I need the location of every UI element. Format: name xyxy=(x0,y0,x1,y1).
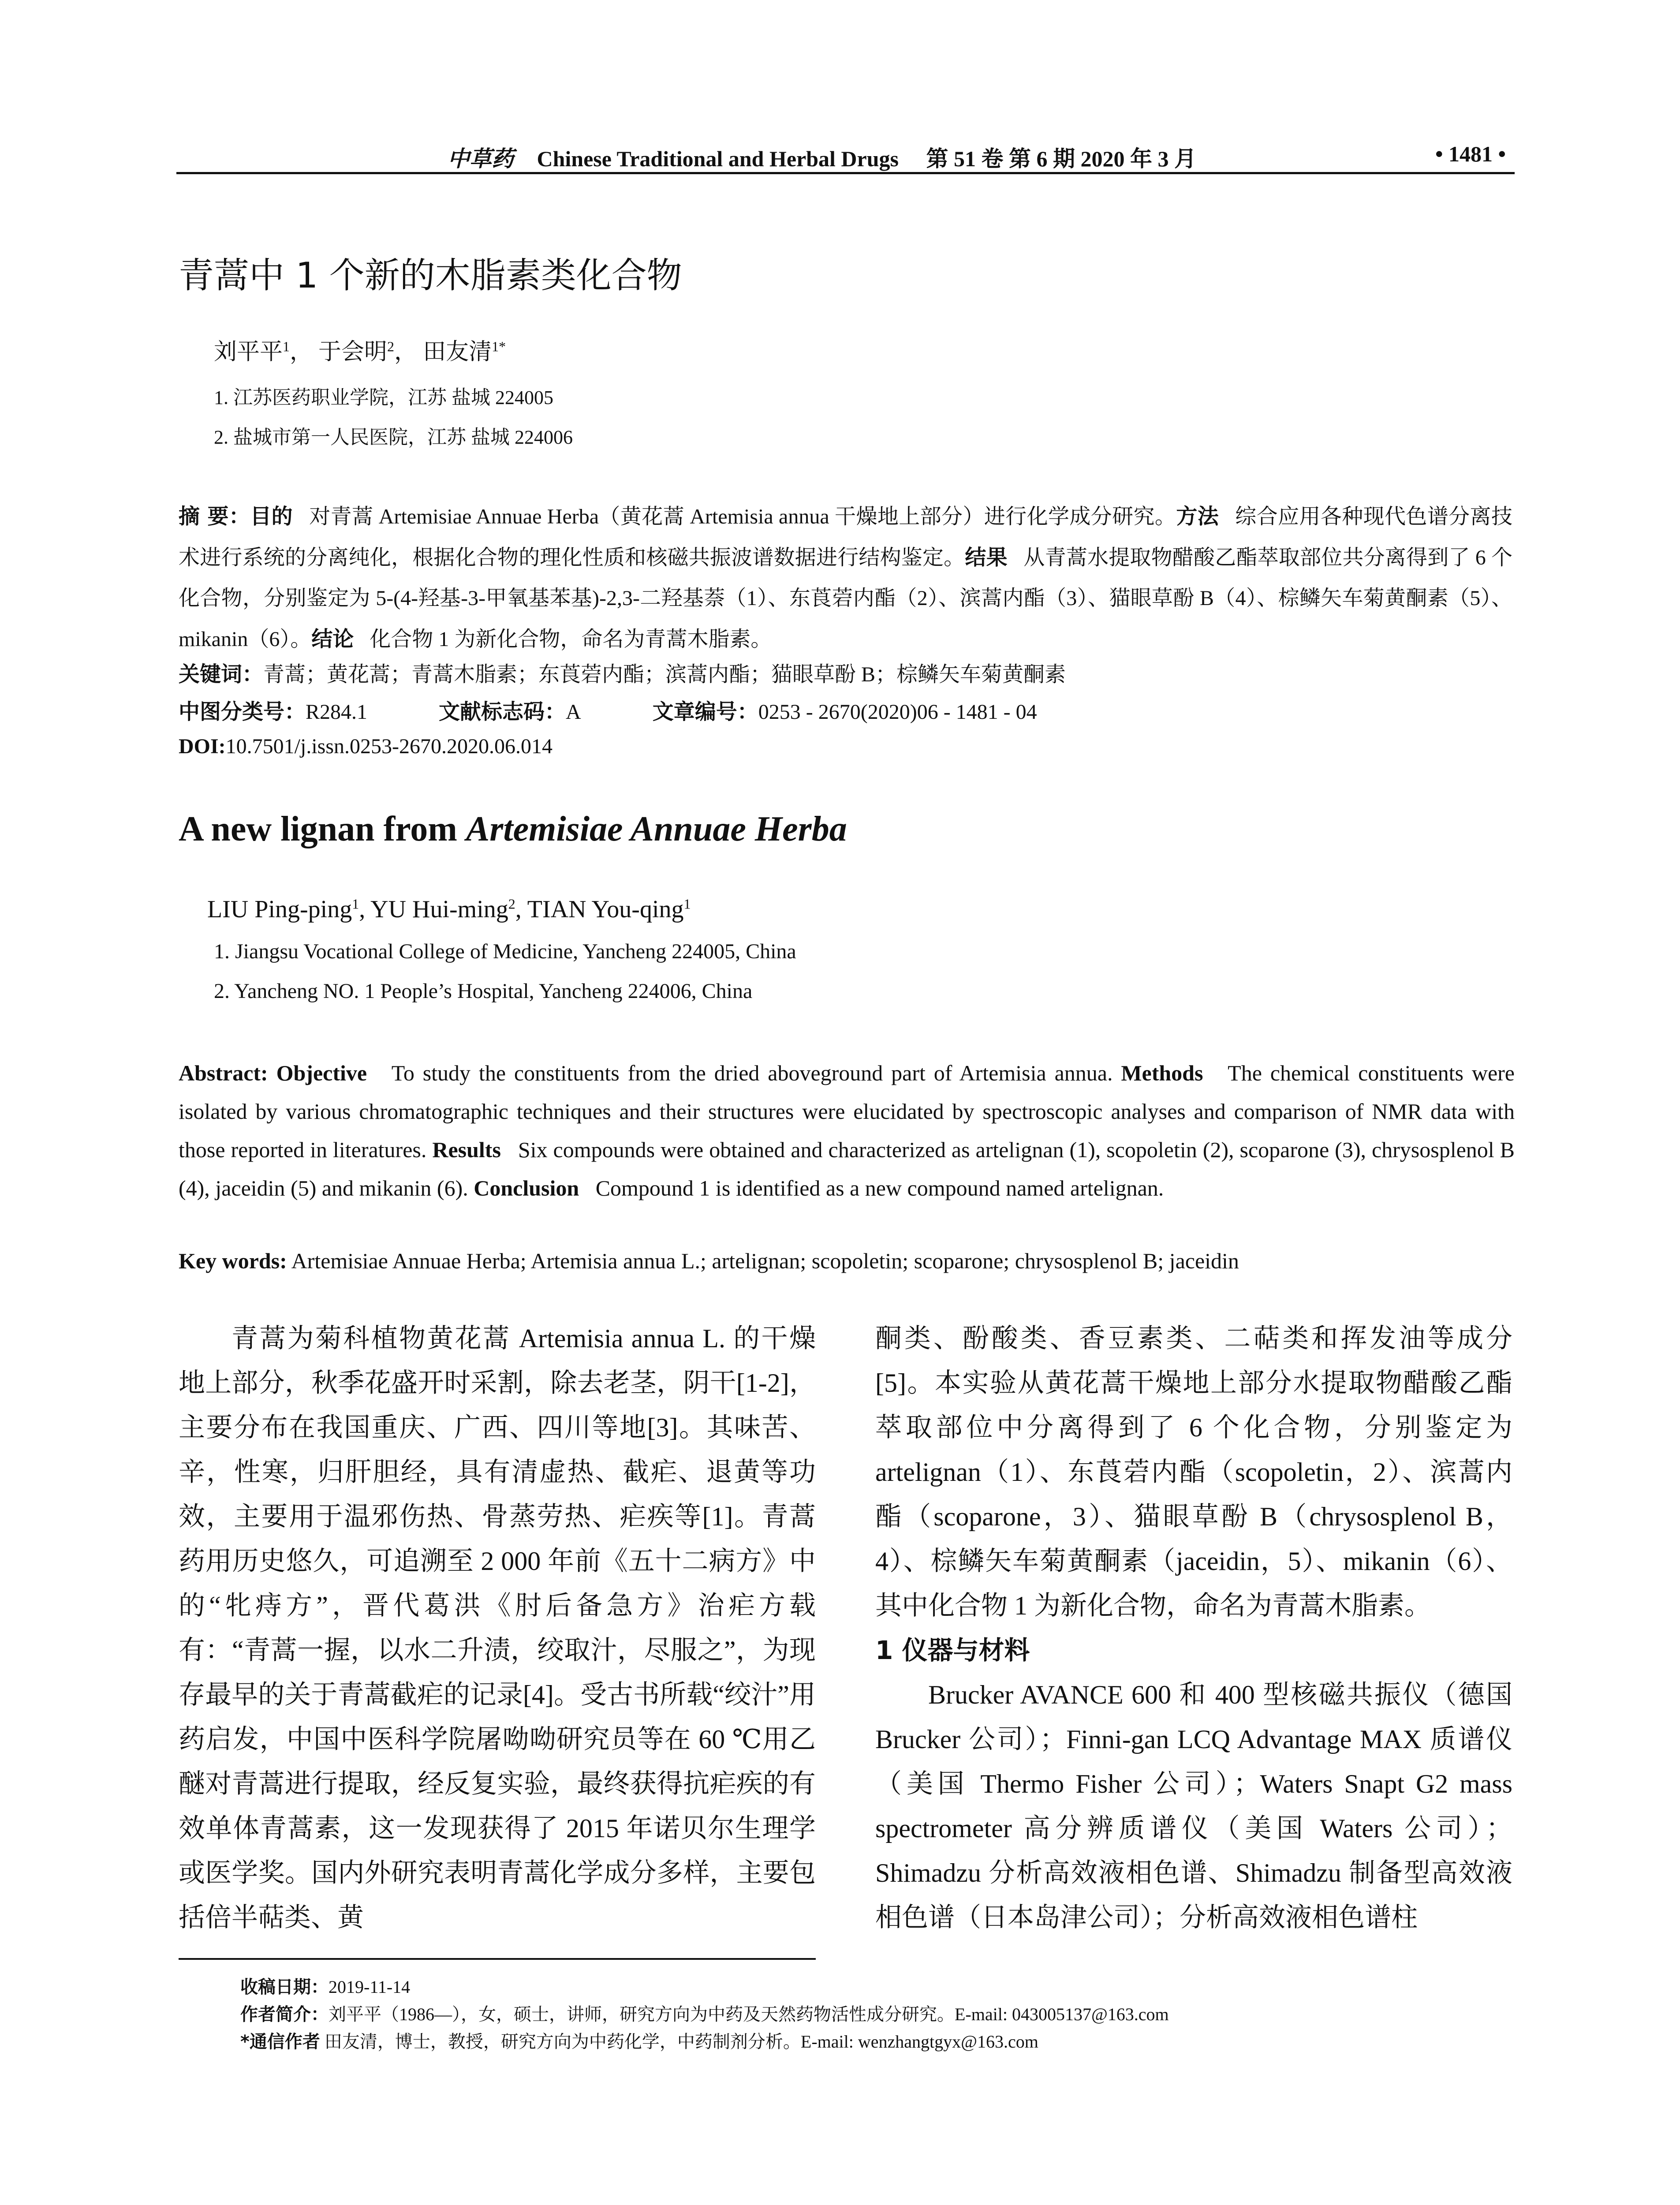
section-heading: 1 仪器与材料 xyxy=(875,1635,1030,1665)
body-column-left xyxy=(179,1316,816,1940)
footnote-text: 2019-11-14 xyxy=(329,1977,411,1997)
author-cn: 刘平平 xyxy=(214,340,283,365)
author-sup: 1 xyxy=(352,896,359,912)
footnote-label: 作者简介： xyxy=(240,2004,329,2025)
author-en: LIU Ping-ping xyxy=(207,896,352,923)
footnote-rule xyxy=(179,1958,816,1960)
footnotes xyxy=(240,1973,1169,2056)
body-paragraph: Brucker AVANCE 600 和 400 型核磁共振仪（德国 Brucker 公司）；Finni-gan LCQ Advantage MAX 质谱仪（美国 Thermo Fisher 公司）；Waters Snapt G2 mass spectrometer 高分辨质谱仪（美国 Waters 公司）；Shimadzu 分析高效液相色谱、Shimadzu 制备型高效液相色谱（日本岛津公司）；分析高效液相色谱柱 xyxy=(875,1680,1512,1932)
affiliation-cn: 1. 江苏医药职业学院，江苏 盐城 224005 xyxy=(214,387,553,408)
conclusion-label: 结论 xyxy=(311,627,354,651)
doc-code-label: 文献标志码： xyxy=(439,699,566,724)
keywords-label: 关键词： xyxy=(179,662,264,687)
footnote-label: *通信作者 xyxy=(240,2032,320,2052)
keywords-en-text: Artemisiae Annuae Herba; Artemisia annua L.; artelignan; scopoletin; scoparone; chrysosplenol B; jaceidin xyxy=(291,1248,1239,1273)
author-cn: 于会明 xyxy=(318,340,388,365)
footnote-author-bio xyxy=(240,2001,1169,2028)
objective-en-label: Objective xyxy=(276,1061,367,1085)
conclusion-text: 化合物 1 为新化合物，命名为青蒿木脂素。 xyxy=(370,628,772,651)
methods-en-text: The chemical constituents were isolated by various chromatographic techniques and their structures were elucidated by spectroscopic analyses and comparison of NMR data with those reported in literatures. xyxy=(179,1061,1515,1162)
abstract-en-label: Abstract: xyxy=(179,1061,268,1085)
journal-title xyxy=(448,141,1196,173)
methods-text: 综合应用各种现代色谱分离技术进行系统的分离纯化，根据化合物的理化性质和核磁共振波谱数据进行结构鉴定。 xyxy=(179,505,1512,569)
affiliation-en: 1. Jiangsu Vocational College of Medicine, Yancheng 224005, China xyxy=(214,940,796,963)
keywords-en xyxy=(179,1248,1515,1274)
author-sup: 2 xyxy=(508,896,515,912)
body-paragraph: 酮类、酚酸类、香豆素类、二萜类和挥发油等成分[5]。本实验从黄花蒿干燥地上部分水提取物醋酸乙酯萃取部位中分离得到了 6 个化合物，分别鉴定为 artelignan（1）、东莨菪内酯（scopoletin，2）、滨蒿内酯（scoparone，3）、猫眼草酚 B（chrysosplenol B，4）、棕鳞矢车菊黄酮素（jaceidin，5）、mikanin（6）、其中化合物 1 为新化合物，命名为青蒿木脂素。 xyxy=(875,1324,1512,1620)
doi-value: 10.7501/j.issn.0253-2670.2020.06.014 xyxy=(225,735,553,758)
body-paragraph: 青蒿为菊科植物黄花蒿 Artemisia annua L. 的干燥地上部分，秋季花盛开时采割，除去老茎，阴干[1-2]，主要分布在我国重庆、广西、四川等地[3]。其味苦、辛，性寒，归肝胆经，具有清虚热、截疟、退黄等功效，主要用于温邪伤热、骨蒸劳热、疟疾等[1]。青蒿药用历史悠久，可追溯至 2 000 年前《五十二病方》中的“牝痔方”，晋代葛洪《肘后备急方》治疟方载有：“青蒿一握，以水二升渍，绞取汁，尽服之”，为现存最早的关于青蒿截疟的记录[4]。受古书所载“绞汁”用药启发，中国中医科学院屠呦呦研究员等在 60 ℃用乙醚对青蒿进行提取，经反复实验，最终获得抗疟疾的有效单体青蒿素，这一发现获得了 2015 年诺贝尔生理学或医学奖。国内外研究表明青蒿化学成分多样，主要包括倍半萜类、黄 xyxy=(179,1324,816,1932)
title-cn: 青蒿中 1 个新的木脂素类化合物 xyxy=(179,255,682,296)
article-no-value: 0253 - 2670(2020)06 - 1481 - 04 xyxy=(758,700,1037,724)
footnote-text: 刘平平（1986—），女，硕士，讲师，研究方向为中药及天然药物活性成分研究。E-mail: 043005137@163.com xyxy=(329,2004,1169,2024)
title-en-italic: Artemisiae Annuae Herba xyxy=(466,810,847,848)
keywords-en-label: Key words: xyxy=(179,1248,287,1273)
keywords-cn xyxy=(179,657,1512,688)
author-en: TIAN You-qing xyxy=(527,896,684,923)
title-en xyxy=(179,809,847,849)
doc-code-value: A xyxy=(566,700,581,724)
journal-issue: 第 51 卷 第 6 期 2020 年 3 月 xyxy=(926,146,1196,171)
abstract-cn xyxy=(179,496,1512,660)
keywords-text: 青蒿；黄花蒿；青蒿木脂素；东莨菪内酯；滨蒿内酯；猫眼草酚 B；棕鳞矢车菊黄酮素 xyxy=(263,663,1066,686)
footnote-corresponding xyxy=(240,2028,1169,2056)
page-number: • 1481 • xyxy=(1435,142,1506,166)
classification-row xyxy=(179,695,1037,725)
affiliation-en: 2. Yancheng NO. 1 People’s Hospital, Yancheng 224006, China xyxy=(214,979,753,1003)
body-column-right xyxy=(875,1316,1512,1940)
objective-label: 目的 xyxy=(250,504,293,529)
results-en-text: Six compounds were obtained and characterized as artelignan (1), scopoletin (2), scoparone (3), chrysosplenol B (4), jaceidin (5) and mikanin (6). xyxy=(179,1137,1515,1200)
results-label: 结果 xyxy=(965,545,1008,570)
abstract-en xyxy=(179,1054,1515,1207)
authors-cn: 刘平平$^1$， 于会明$^2$， 田友清$^{1*}$ xyxy=(214,338,506,365)
running-header xyxy=(176,141,1515,174)
methods-label: 方法 xyxy=(1176,504,1219,529)
title-en-plain: A new lignan from xyxy=(179,810,466,848)
author-sup: 2 xyxy=(387,338,395,355)
footnote-label: 收稿日期： xyxy=(240,1977,329,1997)
affiliation-cn: 2. 盐城市第一人民医院，江苏 盐城 224006 xyxy=(214,426,573,448)
footnote-received xyxy=(240,1973,1169,2001)
author-en: YU Hui-ming xyxy=(370,896,508,923)
authors-en: LIU Ping-ping$^1$, YU Hui-ming$^2$, TIAN You-qing$^1$ xyxy=(207,896,691,923)
conclusion-en-label: Conclusion xyxy=(474,1176,579,1200)
abstract-label: 摘 要： xyxy=(179,504,250,529)
doi-line xyxy=(179,734,553,759)
author-cn: 田友清 xyxy=(423,340,492,365)
objective-en-text: To study the constituents from the dried aboveground part of Artemisia annua. xyxy=(391,1061,1113,1085)
objective-text: 对青蒿 Artemisiae Annuae Herba（黄花蒿 Artemisia annua 干燥地上部分）进行化学成分研究。 xyxy=(309,505,1176,528)
clc-value: R284.1 xyxy=(306,700,368,724)
author-sup: 1* xyxy=(492,338,506,355)
conclusion-en-text: Compound 1 is identified as a new compound named artelignan. xyxy=(595,1176,1164,1200)
journal-title-cn: 中草药 xyxy=(448,146,514,172)
doi-label: DOI: xyxy=(179,735,226,758)
author-sup: 1 xyxy=(283,338,290,355)
article-no-label: 文章编号： xyxy=(652,699,758,724)
journal-title-en: Chinese Traditional and Herbal Drugs xyxy=(537,146,899,171)
methods-en-label: Methods xyxy=(1121,1061,1203,1085)
clc-label: 中图分类号： xyxy=(179,699,306,724)
author-sup: 1 xyxy=(683,896,691,912)
results-en-label: Results xyxy=(432,1137,501,1162)
results-text: 从青蒿水提取物醋酸乙酯萃取部位共分离得到了 6 个化合物，分别鉴定为 5-(4-羟基-3-甲氧基苯基)-2,3-二羟基萘（1）、东莨菪内酯（2）、滨蒿内酯（3）、猫眼草酚 B（4）、棕鳞矢车菊黄酮素（5）、mikanin（6）。 xyxy=(179,546,1512,651)
footnote-text: 田友清，博士，教授，研究方向为中药化学，中药制剂分析。E-mail: wenzhangtgyx@163.com xyxy=(320,2032,1038,2052)
